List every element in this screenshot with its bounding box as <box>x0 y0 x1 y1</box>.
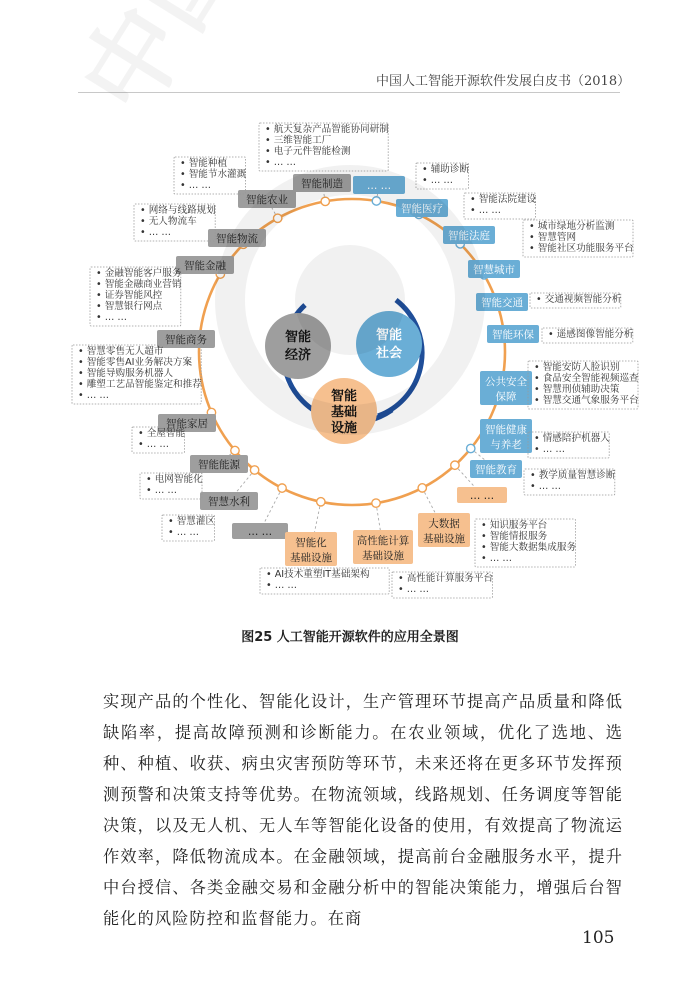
blue-list-item-0-1: • … … <box>422 175 453 186</box>
circle-intelligent-society <box>356 311 422 377</box>
orange-box-label-2-0: 高性能计算 <box>356 535 410 547</box>
page-number: 105 <box>582 928 615 948</box>
gray-list-item-5-0: • 全屋智能 <box>138 428 186 439</box>
blue-box-label-8-0: 智能教育 <box>475 464 517 476</box>
gray-item-list-5 <box>132 427 185 453</box>
orange-item-list-1 <box>475 519 576 567</box>
blue-list-item-7-0: • 情感陪护机器人 <box>534 433 610 444</box>
blue-category-box-6 <box>480 371 532 405</box>
infrastructure-label-2: 基础 <box>330 405 358 420</box>
gray-ring-dot-7 <box>250 466 258 474</box>
blue-category-box-4 <box>476 293 528 311</box>
economy-label-1: 智能 <box>284 330 312 345</box>
gray-list-item-6-1: • … … <box>146 485 177 496</box>
gray-box-label-6-0: 智能能源 <box>198 459 240 471</box>
blue-box-label-6-0: 公共安全 <box>485 376 527 388</box>
blue-box-label-7-1: 与养老 <box>490 439 522 451</box>
gray-box-label-2-0: 智能物流 <box>216 233 258 245</box>
gray-category-box-6 <box>190 455 248 473</box>
economy-label-2: 经济 <box>284 348 312 363</box>
blue-list-item-1-1: • … … <box>470 205 501 216</box>
blue-box-label-6-1: 保障 <box>495 391 517 403</box>
blue-list-item-6-1: • 食品安全智能视频巡查 <box>534 373 639 384</box>
infrastructure-label-3: 设施 <box>330 421 358 436</box>
gray-box-label-5-0: 智能家居 <box>166 418 208 430</box>
gray-list-item-4-3: • 雕塑工艺品智能鉴定和推荐 <box>78 379 202 390</box>
orange-box-label-2-1: 基础设施 <box>362 550 404 562</box>
orange-box-label-1-0: 大数据 <box>428 518 460 530</box>
orange-box-label-3-0: 智能化 <box>295 537 327 549</box>
example-lists <box>72 123 639 598</box>
gray-category-box-3 <box>176 256 234 274</box>
blue-item-list-8 <box>524 469 616 495</box>
gray-ring-dot-1 <box>273 214 281 222</box>
gray-list-item-3-4: • … … <box>96 312 127 323</box>
blue-list-item-8-0: • 教学质量智慧诊断 <box>530 470 616 481</box>
gray-box-label-7-0: 智慧水利 <box>208 496 250 508</box>
blue-category-box-3 <box>468 260 520 278</box>
blue-category-box-5 <box>487 325 539 343</box>
orange-list-item-1-1: • 智能情报服务 <box>481 531 548 542</box>
gray-box-label-3-0: 智能金融 <box>184 260 226 272</box>
blue-item-list-2 <box>523 220 634 257</box>
gray-list-item-5-1: • … … <box>138 439 169 450</box>
orange-box-label-3-1: 基础设施 <box>290 552 332 564</box>
gray-category-box-7 <box>200 492 258 510</box>
gray-ring-dot-6 <box>231 446 239 454</box>
blue-ring-dot-8 <box>467 444 475 452</box>
orange-item-list-3 <box>260 568 389 594</box>
gray-list-item-1-0: • 智能种植 <box>180 158 228 169</box>
gray-box-label-8-0: … … <box>247 526 273 538</box>
orange-category-box-2 <box>353 530 413 564</box>
gray-box-label-0-0: 智能制造 <box>301 178 343 190</box>
blue-list-item-2-0: • 城市绿地分析监测 <box>529 221 615 232</box>
figure-caption: 图25 人工智能开源软件的应用全景图 <box>241 630 459 645</box>
orange-category-box-0 <box>457 487 507 503</box>
gray-box-label-1-0: 智能农业 <box>246 194 288 206</box>
gray-category-box-0 <box>293 174 351 192</box>
circle-intelligent-infrastructure <box>311 378 377 444</box>
orange-list-item-1-2: • 智能大数据集成服务 <box>481 542 577 553</box>
blue-item-list-6 <box>528 361 639 409</box>
body-paragraph: 实现产品的个性化、智能化设计，生产管理环节提高产品质量和降低缺陷率，提高故障预测和诊断能力。在农业领域，优化了选地、选种、种植、收获、病虫灾害预防等环节，未来还将在更多环节发挥预测预警和决策支持等优势。在物流领域，线路规划、任务调度等智能决策，以及无人机、无人车等智能化设备的使用，有效提高了物流运作效率，降低物流成本。在金融领域，提高前台金融服务水平，提升中台授信、各类金融交易和金融分析中的智能决策能力，增强后台智能化的风险防控和监督能力。在商 <box>103 692 623 928</box>
blue-item-list-5 <box>542 328 634 343</box>
blue-ring-dot-0 <box>372 197 380 205</box>
orange-list-item-2-1: • … … <box>398 584 429 595</box>
gray-list-item-3-0: • 金融智能客户服务 <box>96 268 182 279</box>
blue-box-label-5-0: 智能环保 <box>492 329 534 341</box>
blue-box-label-7-0: 智能健康 <box>485 424 527 436</box>
gray-list-item-4-1: • 智能零售AI业务解决方案 <box>78 357 193 368</box>
society-circle <box>356 311 422 377</box>
orange-list-item-1-3: • … … <box>481 553 512 564</box>
blue-box-label-2-0: 智能法庭 <box>448 230 490 242</box>
blue-list-item-6-2: • 智慧刑侦辅助决策 <box>534 384 620 395</box>
orange-ring-dot-2 <box>372 499 380 507</box>
blue-item-list-4 <box>530 293 622 308</box>
blue-box-label-0-0: … … <box>366 180 392 192</box>
gray-category-box-2 <box>208 229 266 247</box>
gray-list-item-3-3: • 智慧银行网点 <box>96 301 163 312</box>
orange-list-item-2-0: • 高性能计算服务平台 <box>398 573 494 584</box>
gray-item-list-4 <box>72 345 202 404</box>
orange-category-box-3 <box>285 532 337 566</box>
blue-list-item-5-0: • 遥感图像智能分析 <box>548 329 634 340</box>
gray-list-item-1-1: • 智能节水灌溉 <box>180 169 247 180</box>
orange-list-item-3-0: • AI技术重塑IT基础架构 <box>266 569 370 580</box>
blue-box-label-1-0: 智能医疗 <box>401 203 443 215</box>
orange-box-label-1-1: 基础设施 <box>423 533 465 545</box>
blue-list-item-2-2: • 智能社区功能服务平台 <box>529 243 634 254</box>
blue-category-box-2 <box>443 226 495 244</box>
gray-list-item-3-1: • 智能金融商业营销 <box>96 279 182 290</box>
orange-ring-dot-0 <box>451 461 459 469</box>
gray-list-item-0-0: • 航天复杂产品智能协同研制 <box>265 124 389 135</box>
gray-list-item-0-3: • … … <box>265 157 296 168</box>
category-boxes <box>157 174 539 566</box>
orange-list-item-3-1: • … … <box>266 580 297 591</box>
blue-box-label-4-0: 智能交通 <box>481 297 523 309</box>
gray-category-box-4 <box>157 330 215 348</box>
gray-ring-dot-8 <box>278 484 286 492</box>
blue-item-list-0 <box>416 163 469 189</box>
gray-category-box-8 <box>232 523 288 539</box>
society-label-1: 智能 <box>375 328 403 343</box>
blue-category-box-8 <box>470 460 522 478</box>
orange-list-item-1-0: • 知识服务平台 <box>481 520 548 531</box>
gray-list-item-7-1: • … … <box>168 527 199 538</box>
society-label-2: 社会 <box>375 346 403 361</box>
blue-category-box-0 <box>353 176 405 194</box>
orange-ring-dot-3 <box>317 498 325 506</box>
gray-box-label-4-0: 智能商务 <box>165 334 207 346</box>
gray-item-list-1 <box>174 157 247 194</box>
blue-list-item-0-0: • 辅助诊断 <box>422 164 470 175</box>
orange-box-label-0-0: … … <box>469 490 495 502</box>
blue-category-box-7 <box>480 419 532 453</box>
gray-item-list-3 <box>90 267 182 326</box>
orange-item-list-2 <box>392 572 493 598</box>
gray-list-item-2-2: • … … <box>140 227 171 238</box>
gray-list-item-4-0: • 智慧零售无人超市 <box>78 346 164 357</box>
blue-list-item-7-1: • … … <box>534 444 565 455</box>
blue-item-list-1 <box>464 193 537 219</box>
circle-intelligent-economy <box>265 313 331 379</box>
orange-category-box-1 <box>418 513 470 547</box>
blue-category-box-1 <box>396 199 448 217</box>
blue-box-label-3-0: 智慧城市 <box>473 264 515 276</box>
gray-item-list-0 <box>259 123 389 171</box>
gray-list-item-0-1: • 三维智能工厂 <box>265 135 332 146</box>
blue-list-item-8-1: • … … <box>530 481 561 492</box>
infrastructure-label-1: 智能 <box>330 389 358 404</box>
gray-list-item-6-0: • 电网智能化 <box>146 474 203 485</box>
gray-list-item-4-2: • 智能导购服务机器人 <box>78 368 174 379</box>
gray-item-list-6 <box>140 473 203 499</box>
page-header: 中国人工智能开源软件发展白皮书（2018） <box>376 74 631 89</box>
gray-list-item-3-2: • 证券智能风控 <box>96 290 163 301</box>
gray-list-item-7-0: • 智慧灌区 <box>168 516 216 527</box>
blue-list-item-6-0: • 智能安防人脸识别 <box>534 362 620 373</box>
blue-item-list-7 <box>528 432 610 458</box>
blue-list-item-2-1: • 智慧管网 <box>529 232 577 243</box>
gray-category-box-1 <box>238 190 296 208</box>
orange-ring-dot-1 <box>418 484 426 492</box>
blue-list-item-6-3: • 智慧交通气象服务平台 <box>534 395 639 406</box>
gray-item-list-7 <box>162 515 215 541</box>
gray-list-item-0-2: • 电子元件智能检测 <box>265 146 351 157</box>
blue-list-item-4-0: • 交通视频智能分析 <box>536 294 622 305</box>
gray-list-item-2-0: • 网络与线路规划 <box>140 205 216 216</box>
gray-list-item-1-2: • … … <box>180 180 211 191</box>
blue-list-item-1-0: • 智能法院建设 <box>470 194 537 205</box>
economy-circle <box>265 313 331 379</box>
gray-ring-dot-0 <box>321 197 329 205</box>
gray-item-list-2 <box>134 204 216 241</box>
gray-list-item-2-1: • 无人物流车 <box>140 216 197 227</box>
gray-list-item-4-4: • … … <box>78 390 109 401</box>
